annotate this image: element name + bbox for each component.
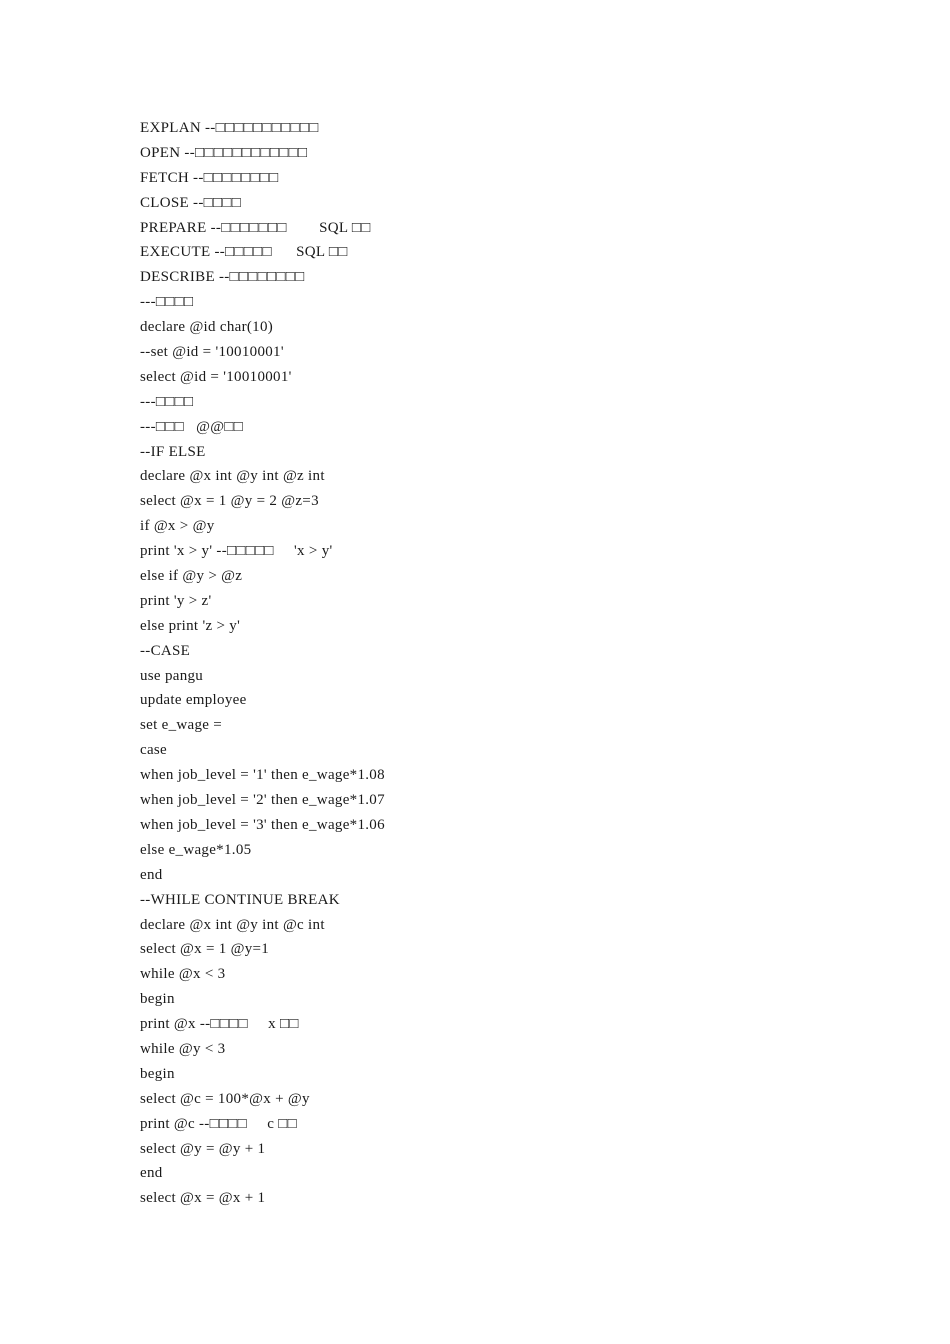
code-line: select @id = '10010001' [140,368,292,385]
code-line: DESCRIBE --□□□□□□□□ [140,269,305,286]
code-line: print @x --□□□□ x □□ [140,1016,299,1033]
code-line: select @x = @x + 1 [140,1190,266,1207]
code-line: print 'x > y' --□□□□□ 'x > y' [140,543,333,560]
code-line: FETCH --□□□□□□□□ [140,169,279,186]
code-line: EXECUTE --□□□□□ SQL □□ [140,244,348,261]
sql-code-block [140,116,385,1211]
code-line: else print 'z > y' [140,617,241,634]
code-line: while @x < 3 [140,966,226,983]
code-line: select @c = 100*@x + @y [140,1090,310,1107]
code-line: begin [140,1065,175,1082]
code-line: begin [140,991,175,1008]
code-line: use pangu [140,667,204,684]
code-line: EXPLAN --□□□□□□□□□□□ [140,120,319,136]
code-line: --CASE [140,642,191,659]
code-line: while @y < 3 [140,1040,226,1057]
code-line: select @x = 1 @y = 2 @z=3 [140,493,319,510]
code-line: update employee [140,692,247,709]
code-line: --IF ELSE [140,443,206,460]
code-line: print 'y > z' [140,592,212,609]
code-line: CLOSE --□□□□ [140,194,242,211]
code-line: when job_level = '1' then e_wage*1.08 [140,767,385,784]
code-line: OPEN --□□□□□□□□□□□□ [140,144,308,161]
code-line: when job_level = '3' then e_wage*1.06 [140,816,385,833]
code-line: case [140,742,168,759]
code-line: else if @y > @z [140,568,243,585]
code-line: end [140,866,163,883]
code-line: declare @x int @y int @c int [140,916,325,933]
code-line: set e_wage = [140,717,223,734]
code-line: declare @x int @y int @z int [140,468,325,485]
code-line: when job_level = '2' then e_wage*1.07 [140,792,385,809]
code-line: end [140,1165,163,1182]
code-line: select @x = 1 @y=1 [140,941,270,958]
code-line: declare @id char(10) [140,319,274,336]
code-line: PREPARE --□□□□□□□ SQL □□ [140,219,371,236]
code-line: if @x > @y [140,518,215,535]
code-line: --WHILE CONTINUE BREAK [140,891,340,908]
code-line: ---□□□□ [140,294,194,311]
code-line: ---□□□□ [140,393,194,410]
code-line: print @c --□□□□ c □□ [140,1115,298,1132]
code-line: else e_wage*1.05 [140,841,252,858]
code-line: --set @id = '10010001' [140,344,284,361]
code-line: select @y = @y + 1 [140,1140,266,1157]
code-line: ---□□□ @@□□ [140,418,244,435]
